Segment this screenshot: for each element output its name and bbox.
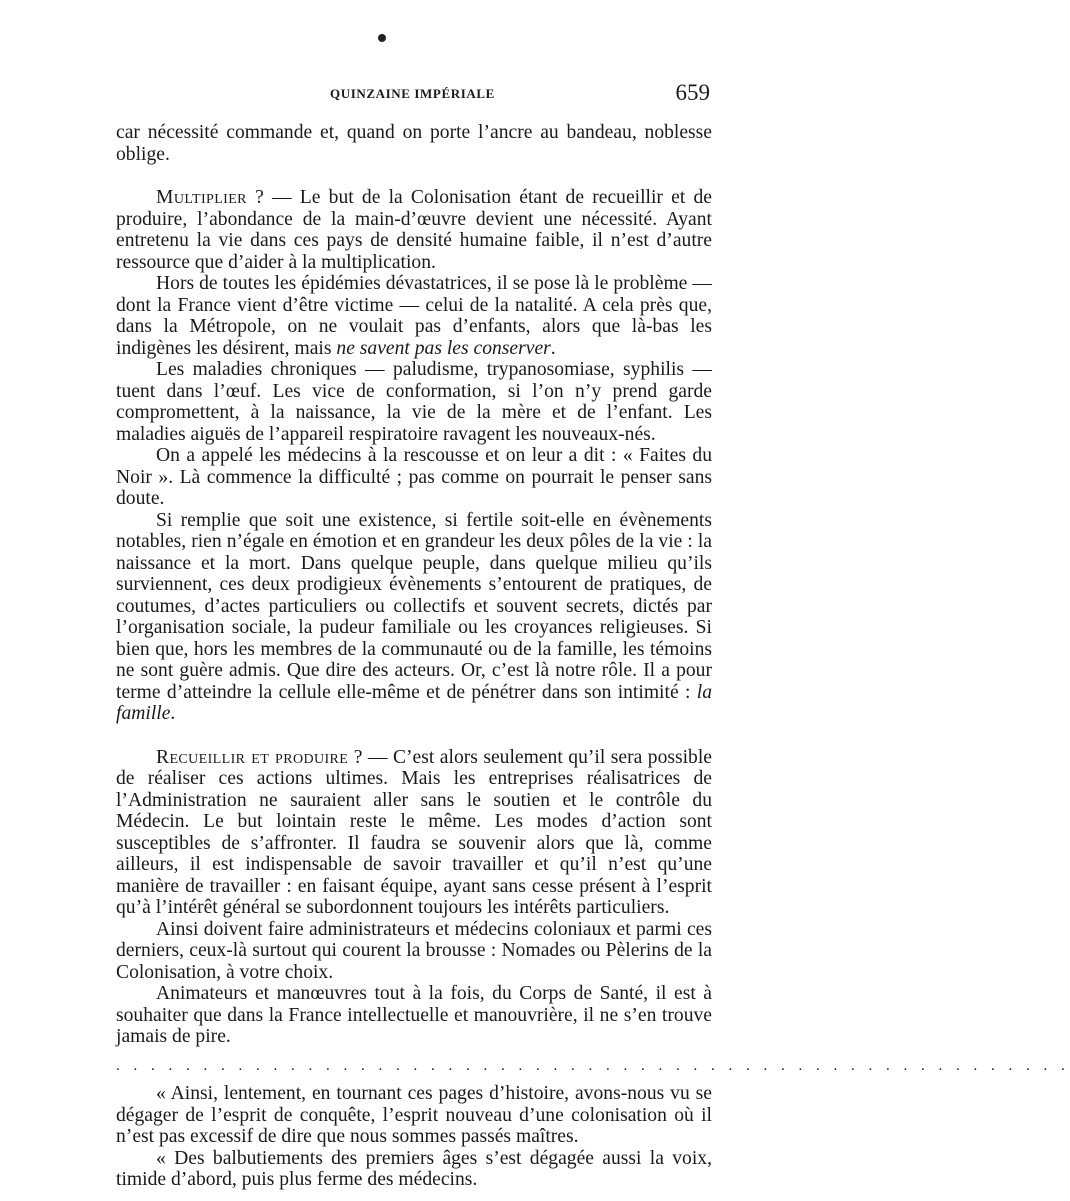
page-number: 659 — [675, 80, 710, 105]
paragraph-natalite — [116, 273, 712, 359]
paragraph-recueillir-text: ? — C’est alors seulement qu’il sera possible de réaliser ces actions ultimes. Mais les entreprises réalisatrices de l’Administration ne sauraient aller sans le soutien et le contrôle du Médecin. Le but lointain reste le même. Les modes d’action sont susceptibles de s’affronter. Il faudra se souvenir alors que là, comme ailleurs, il est indispensable de savoir travailler et qu’il n’est qu’une manière de travailler : en faisant équipe, ayant sans cesse présent à l’esprit qu’à l’intérêt général se subordonnent toujours les intérêts particuliers. — [116, 746, 712, 918]
paragraph-medecins: On a appelé les médecins à la rescousse et on leur a dit : « Faites du Noir ». Là commence la difficulté ; pas comme on pourrait le penser sans doute. — [116, 445, 712, 509]
emphasis-conserver: ne savent pas les conserver — [336, 337, 551, 359]
paragraph-maladies: Les maladies chroniques — paludisme, trypanosomiase, syphilis — tuent dans l’œuf. Les vice de conformation, si l’on n’y prend garde compromettent, à la naissance, la vie de la mère et de l’enfant. Les maladies aiguës de l’appareil respiratoire ravagent les nouveaux-nés. — [116, 359, 712, 445]
paragraph-multiplier-text: ? — Le but de la Colonisation étant de recueillir et de produire, l’abondance de la main-d’œuvre devient une nécessité. Ayant entretenu la vie dans ces pays de densité humaine faible, il n’est d’autre ressource que d’aider à la multiplication. — [116, 187, 712, 273]
paragraph-existence-text: Si remplie que soit une existence, si fertile soit-elle en évènements notables, rien n’égale en émotion et en grandeur les deux pôles de la vie : la naissance et la mort. Dans quelque peuple, dans quelque milieu qu’ils surviennent, ces deux prodigieux évènements s’entourent de pratiques, de coutumes, d’actes particuliers ou collectifs et souvent secrets, dictés par l’organisation sociale, la pudeur familiale ou les croyances religieuses. Si bien que, hors les membres de la communauté ou de la famille, les témoins ne sont guère admis. Que dire des acteurs. Or, c’est là notre rôle. Il a pour terme d’atteindre la cellule elle-même et de pénétrer dans son intimité : — [116, 509, 712, 703]
paragraph-multiplier — [116, 187, 712, 273]
paragraph-quote-2: « Des balbutiements des premiers âges s’est dégagée aussi la voix, timide d’abord, puis plus ferme des médecins. — [116, 1147, 712, 1190]
top-bullet-mark — [378, 34, 386, 42]
running-title: QUINZAINE IMPÉRIALE — [330, 86, 495, 101]
paragraph-animateurs: Animateurs et manœuvres tout à la fois, du Corps de Santé, il est à souhaiter que dans la France intellectuelle et manouvrière, il ne s’en trouve jamais de pire. — [116, 983, 712, 1047]
section-heading-multiplier: Multiplier — [156, 187, 247, 208]
dotted-separator: . . . . . . . . . . . . . . . . . . . . . . . . . . . . . . . . . . . . . . . . . . . . . . . . . . . . . . . — [116, 1057, 1070, 1074]
paragraph-recueillir — [116, 747, 712, 919]
paragraph-administrateurs: Ainsi doivent faire administrateurs et médecins coloniaux et parmi ces derniers, ceux-là surtout qui courent la brousse : Nomades ou Pèlerins de la Colonisation, à votre choix. — [116, 918, 712, 983]
paragraph-natalite-end: . — [550, 337, 556, 359]
paragraph-existence — [116, 510, 712, 725]
emphasis-famille: la famille — [116, 681, 712, 724]
paragraph-quote-1: « Ainsi, lentement, en tournant ces pages d’histoire, avons-nous vu se dégager de l’esprit de conquête, l’esprit nouveau d’une colonisation où il n’est pas excessif de dire que nous sommes passés maîtres. — [116, 1083, 712, 1147]
main-text — [116, 122, 1070, 1191]
paragraph-natalite-text: Hors de toutes les épidémies dévastatrices, il se pose là le problème — dont la France vient d’être victime — celui de la natalité. A cela près que, dans la Métropole, on ne voulait pas d’enfants, alors que là-bas les indigènes les désirent, mais — [116, 273, 712, 359]
paragraph-1: car nécessité commande et, quand on porte l’ancre au bandeau, noblesse oblige. — [116, 122, 712, 165]
paragraph-existence-end: . — [170, 703, 176, 724]
section-heading-recueillir: Recueillir et produire — [156, 746, 349, 768]
